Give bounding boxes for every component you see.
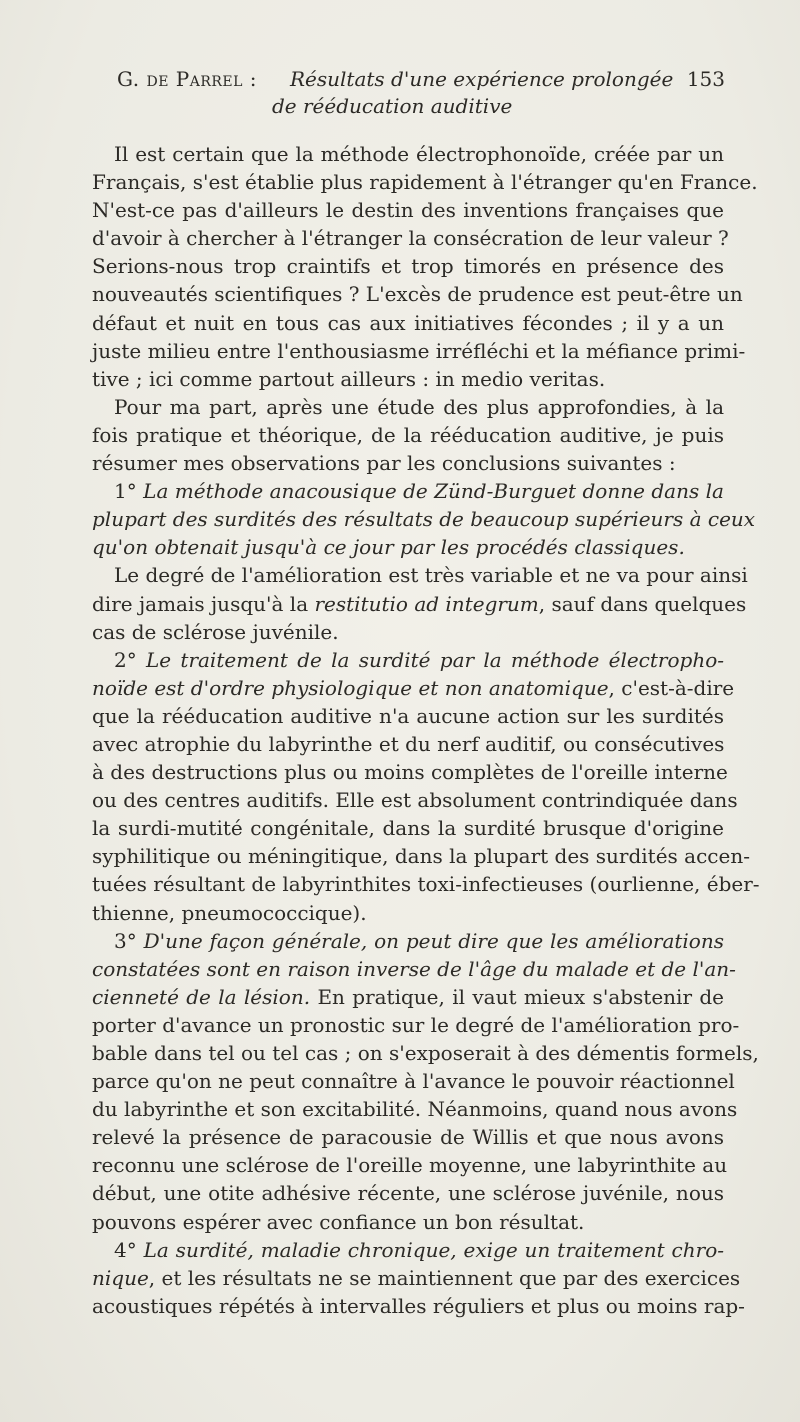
- text-line: [92, 758, 728, 786]
- text-line: [92, 309, 724, 337]
- text-segment: En pratique, il vaut mieux s'abstenir de: [310, 984, 725, 1009]
- italic-text: cienneté de la lésion.: [92, 984, 311, 1009]
- text-line: [92, 1095, 738, 1123]
- text-line: [92, 280, 743, 308]
- text-segment: nouveautés scientifiques ? L'excès de prudence est peut-être un: [92, 282, 743, 307]
- text-line: [92, 168, 758, 196]
- text-line: [92, 196, 724, 224]
- text-segment: 2°: [114, 647, 147, 672]
- text-line: [92, 1264, 741, 1292]
- text-segment: juste milieu entre l'enthousiasme irréfléchi et la méfiance primi-: [92, 338, 746, 363]
- running-header: [0, 66, 800, 120]
- text-segment: 4°: [114, 1237, 144, 1262]
- text-line: [92, 955, 736, 983]
- text-segment: Le degré de l'amélioration est très variable et ne va pour ainsi: [114, 563, 748, 588]
- text-segment: tive ; ici comme partout ailleurs : in medio veritas.: [92, 366, 606, 391]
- text-segment: 3°: [114, 928, 144, 953]
- italic-text: constatées sont en raison inverse de l'âge du malade et de l'an-: [92, 956, 736, 981]
- text-line: [92, 983, 724, 1011]
- text-line: [92, 252, 724, 280]
- text-segment: tuées résultant de labyrinthites toxi-infectieuses (ourlienne, éber-: [92, 872, 760, 897]
- text-segment: fois pratique et théorique, de la rééducation auditive, je puis: [92, 422, 724, 447]
- text-line: [92, 786, 738, 814]
- text-segment: acoustiques répétés à intervalles réguliers et plus ou moins rap-: [92, 1293, 745, 1318]
- text-segment: dire jamais jusqu'à la: [92, 591, 315, 616]
- text-line: [92, 1208, 724, 1236]
- text-line: [92, 674, 735, 702]
- text-segment: , c'est-à-dire: [608, 675, 735, 700]
- page-number: 153: [686, 67, 725, 91]
- text-line: [92, 1292, 745, 1320]
- text-segment: ou des centres auditifs. Elle est absolument contrindiquée dans: [92, 788, 738, 813]
- text-line: [92, 814, 724, 842]
- text-line: [92, 477, 724, 505]
- text-segment: Pour ma part, après une étude des plus approfondies, à la: [114, 394, 724, 419]
- text-line: [92, 1011, 740, 1039]
- text-line: [92, 1151, 728, 1179]
- text-line: [92, 421, 724, 449]
- text-segment: défaut et nuit en tous cas aux initiatives fécondes ; il y a un: [92, 310, 724, 335]
- text-segment: d'avoir à chercher à l'étranger la consécration de leur valeur ?: [92, 226, 729, 251]
- text-line: [92, 1067, 735, 1095]
- text-segment: à des destructions plus ou moins complètes de l'oreille interne: [92, 760, 728, 785]
- italic-text: plupart des surdités des résultats de beaucoup supérieurs à ceux: [92, 507, 756, 532]
- italic-text: D'une façon générale, on peut dire que les améliorations: [143, 928, 724, 953]
- text-segment: Français, s'est établie plus rapidement à l'étranger qu'en France.: [92, 170, 758, 195]
- text-line: [92, 730, 724, 758]
- text-segment: que la rééducation auditive n'a aucune action sur les surdités: [92, 703, 724, 728]
- body-text: [92, 140, 760, 1320]
- text-line: [92, 533, 724, 561]
- text-segment: résumer mes observations par les conclusions suivantes :: [92, 451, 676, 476]
- text-line: [92, 224, 729, 252]
- text-segment: relevé la présence de paracousie de Willis et que nous avons: [92, 1125, 724, 1150]
- text-line: [92, 140, 724, 168]
- text-line: [92, 899, 724, 927]
- italic-text: noïde est d'ordre physiologique et non anatomique: [92, 675, 609, 700]
- text-segment: 1°: [114, 479, 144, 504]
- text-line: [92, 449, 724, 477]
- italic-text: restitutio ad integrum: [314, 591, 539, 616]
- text-line: [92, 842, 750, 870]
- text-line: [92, 1039, 759, 1067]
- text-line: [92, 927, 724, 955]
- italic-text: nique: [92, 1265, 149, 1290]
- italic-text: La méthode anacousique de Zünd-Burguet donne dans la: [143, 479, 724, 504]
- text-segment: porter d'avance un pronostic sur le degré de l'amélioration pro-: [92, 1012, 740, 1037]
- text-segment: cas de sclérose juvénile.: [92, 619, 339, 644]
- text-line: [92, 1236, 724, 1264]
- text-line: [92, 1123, 724, 1151]
- text-segment: bable dans tel ou tel cas ; on s'exposerait à des démentis formels,: [92, 1041, 759, 1065]
- text-segment: pouvons espérer avec confiance un bon résultat.: [92, 1209, 585, 1234]
- text-segment: thienne, pneumococcique).: [92, 900, 367, 925]
- italic-text: qu'on obtenait jusqu'à ce jour par les procédés classiques.: [92, 535, 685, 560]
- text-segment: avec atrophie du labyrinthe et du nerf auditif, ou consécutives: [92, 731, 725, 756]
- text-segment: reconnu une sclérose de l'oreille moyenne, une labyrinthite au: [92, 1153, 728, 1178]
- text-segment: , sauf dans quelques: [538, 591, 747, 616]
- text-line: [92, 590, 747, 618]
- text-line: [92, 337, 746, 365]
- text-line: [92, 646, 724, 674]
- text-segment: , et les résultats ne se maintiennent que par des exercices: [148, 1265, 741, 1290]
- text-line: [92, 505, 756, 533]
- text-line: [92, 870, 760, 898]
- italic-text: La surdité, maladie chronique, exige un traitement chro-: [143, 1237, 724, 1262]
- italic-text: Le traitement de la surdité par la méthode électropho-: [146, 647, 724, 672]
- text-segment: la surdi-mutité congénitale, dans la surdité brusque d'origine: [92, 816, 724, 841]
- text-segment: début, une otite adhésive récente, une sclérose juvénile, nous: [92, 1181, 724, 1206]
- text-line: [92, 561, 748, 589]
- text-segment: N'est-ce pas d'ailleurs le destin des inventions françaises que: [92, 198, 724, 223]
- text-line: [92, 365, 724, 393]
- text-segment: du labyrinthe et son excitabilité. Néanmoins, quand nous avons: [92, 1097, 738, 1122]
- text-line: [92, 1179, 724, 1207]
- header-title-line2: de rééducation auditive: [272, 94, 513, 118]
- text-segment: syphilitique ou méningitique, dans la plupart des surdités accen-: [92, 844, 750, 869]
- text-segment: parce qu'on ne peut connaître à l'avance le pouvoir réactionnel: [92, 1069, 735, 1094]
- text-segment: Serions-nous trop craintifs et trop timorés en présence des: [92, 254, 724, 279]
- header-author: G. de Parrel :: [117, 67, 258, 91]
- text-segment: Il est certain que la méthode électrophonoïde, créée par un: [114, 142, 724, 166]
- text-line: [92, 393, 724, 421]
- header-title-line1: Résultats d'une expérience prolongée: [290, 67, 674, 91]
- text-line: [92, 702, 724, 730]
- text-line: [92, 618, 724, 646]
